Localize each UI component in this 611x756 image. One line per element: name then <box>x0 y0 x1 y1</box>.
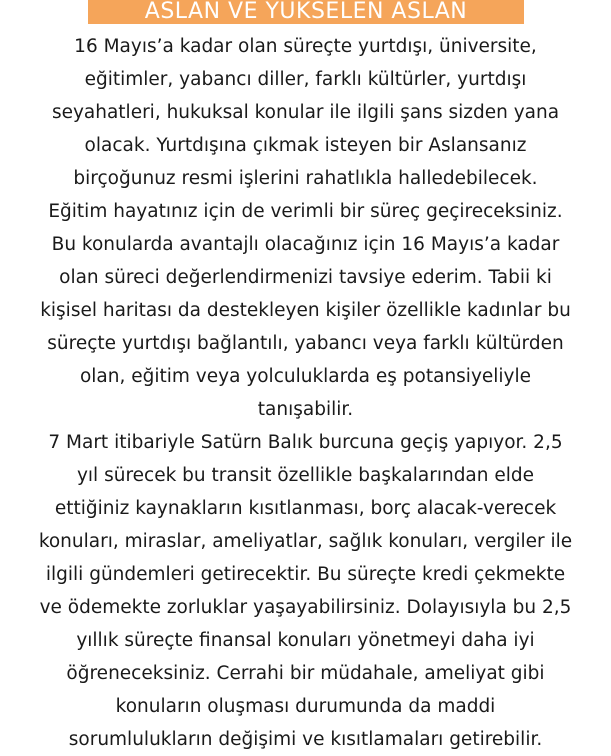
text-line: 7 Mart itibariyle Satürn Balık burcuna geçiş yapıyor. 2,5 <box>48 432 563 453</box>
text-line: eğitimler, yabancı diller, farklı kültürler, yurtdışı <box>84 69 527 90</box>
header-banner <box>88 0 524 24</box>
text-line: birçoğunuz resmi işlerini rahatlıkla halledebilecek. <box>73 168 538 189</box>
text-line: öğreneceksiniz. Cerrahi bir müdahale, ameliyat gibi <box>66 663 545 684</box>
text-line: seyahatleri, hukuksal konular ile ilgili şans sizden yana <box>51 102 560 123</box>
text-line: Eğitim hayatınız için de verimli bir süreç geçireceksiniz. <box>48 201 563 222</box>
paragraph-1 <box>0 30 611 426</box>
paragraph-2 <box>0 426 611 756</box>
text-line: yıllık süreçte finansal konuları yönetmeyi daha iyi <box>76 630 535 651</box>
text-line: olacak. Yurtdışına çıkmak isteyen bir Aslansanız <box>84 135 527 156</box>
text-line: olan, eğitim veya yolculuklarda eş potansiyeliyle <box>79 366 532 387</box>
text-line: ilgili gündemleri getirecektir. Bu süreçte kredi çekmekte <box>45 564 566 585</box>
text-line: olan süreci değerlendirmenizi tavsiye ederim. Tabii ki <box>59 267 552 288</box>
text-line: 16 Mayıs’a kadar olan süreçte yurtdışı, üniversite, <box>74 36 537 57</box>
text-line: süreçte yurtdışı bağlantılı, yabancı veya farklı kültürden <box>47 333 564 354</box>
text-line: tanışabilir. <box>257 399 354 420</box>
text-line: Bu konularda avantajlı olacağınız için 16 Mayıs’a kadar <box>51 234 560 255</box>
text-line: konuları, miraslar, ameliyatlar, sağlık konuları, vergiler ile <box>38 531 573 552</box>
page-title: ASLAN VE YÜKSELEN ASLAN <box>144 0 468 24</box>
article-body <box>0 30 611 756</box>
text-line: sorumlulukların değişimi ve kısıtlamaları getirebilir. <box>68 729 543 750</box>
text-line: konuların oluşması durumunda da maddi <box>115 696 496 717</box>
text-line: kişisel haritası da destekleyen kişiler özellikle kadınlar bu <box>40 300 571 321</box>
text-line: yıl sürecek bu transit özellikle başkalarından elde <box>76 465 535 486</box>
text-line: ve ödemekte zorluklar yaşayabilirsiniz. Dolayısıyla bu 2,5 <box>39 597 572 618</box>
text-line: ettiğiniz kaynakların kısıtlanması, borç alacak-verecek <box>54 498 557 519</box>
